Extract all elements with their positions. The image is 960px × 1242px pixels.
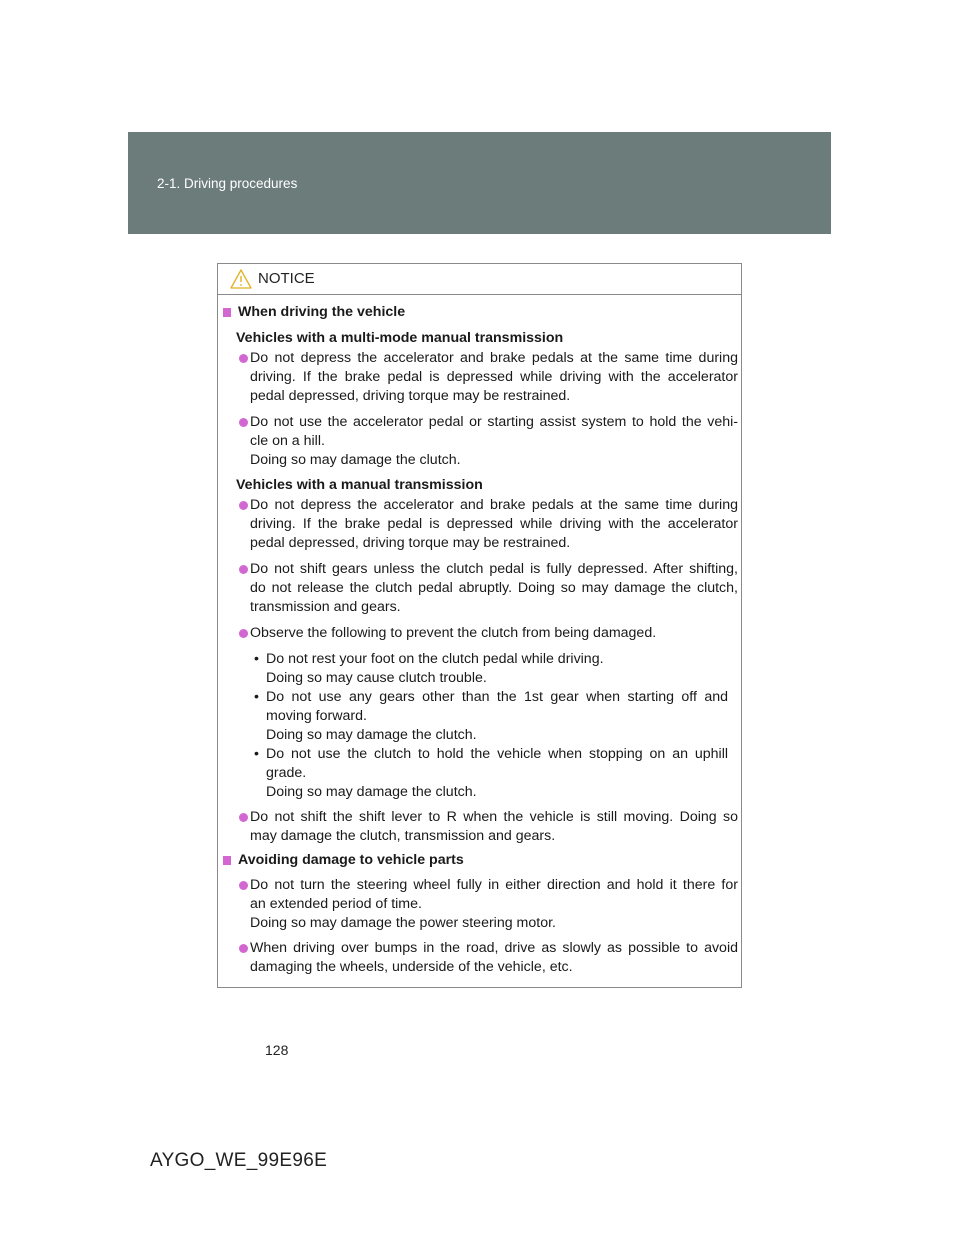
text-line: an extended period of time.	[250, 896, 422, 912]
text-line: Do not use any gears other than the 1st gear when starting off and	[266, 689, 728, 705]
text-line: grade.	[266, 765, 307, 781]
text-line: Doing so may damage the power steering motor.	[250, 915, 556, 931]
warning-icon	[230, 269, 252, 289]
text-line: Do not use the accelerator pedal or starting assist system to hold the vehi-	[250, 414, 738, 430]
text-line: Do not rest your foot on the clutch pedal while driving.	[266, 651, 604, 667]
text-line: pedal depressed, driving torque may be restrained.	[250, 535, 571, 551]
text-line: driving. If the brake pedal is depressed while driving with the accelerator	[250, 369, 738, 385]
text-line: do not release the clutch pedal abruptly. Doing so may damage the clutch,	[250, 580, 738, 596]
text-line: Doing so may damage the clutch.	[266, 784, 477, 800]
text-line: Do not use the clutch to hold the vehicle when stopping on an uphill	[266, 746, 728, 762]
text-line: Doing so may damage the clutch.	[266, 727, 477, 743]
notice-title: NOTICE	[258, 270, 315, 287]
text-line: moving forward.	[266, 708, 367, 724]
section-square-bullet	[223, 856, 231, 865]
bullet-dot	[239, 354, 248, 363]
document-code: AYGO_WE_99E96E	[150, 1150, 328, 1171]
bullet-dot	[239, 565, 248, 574]
text-line: driving. If the brake pedal is depressed while driving with the accelerator	[250, 516, 738, 532]
notice-header	[218, 264, 741, 295]
bullet-dot	[239, 813, 248, 822]
bullet-dot	[239, 629, 248, 638]
text-line: Do not depress the accelerator and brake pedals at the same time during	[250, 497, 738, 513]
text-line: Do not depress the accelerator and brake pedals at the same time during	[250, 350, 738, 366]
text-line: pedal depressed, driving torque may be restrained.	[250, 388, 571, 404]
text-line: Doing so may damage the clutch.	[250, 452, 461, 468]
text-line: Do not shift gears unless the clutch pedal is fully depressed. After shifting,	[250, 561, 738, 577]
section-square-bullet	[223, 308, 231, 317]
text-line: Do not turn the steering wheel fully in either direction and hold it there for	[250, 877, 738, 893]
text-line: Observe the following to prevent the clutch from being damaged.	[250, 625, 657, 641]
text-line: Do not shift the shift lever to R when the vehicle is still moving. Doing so	[250, 809, 738, 825]
text-line: transmission and gears.	[250, 599, 401, 615]
text-line: Doing so may cause clutch trouble.	[266, 670, 487, 686]
dash-bullet: •	[254, 746, 259, 762]
dash-bullet: •	[254, 689, 259, 705]
subheading: Vehicles with a manual transmission	[236, 477, 483, 493]
text-line: cle on a hill.	[250, 433, 325, 449]
text-line: When driving over bumps in the road, drive as slowly as possible to avoid	[250, 940, 738, 956]
section-title: 2-1. Driving procedures	[157, 176, 298, 191]
bullet-dot	[239, 944, 248, 953]
subheading: Vehicles with a multi-mode manual transmission	[236, 330, 564, 346]
bullet-dot	[239, 418, 248, 427]
dash-bullet: •	[254, 651, 259, 667]
section-heading: When driving the vehicle	[238, 304, 406, 320]
text-line: damaging the wheels, underside of the vehicle, etc.	[250, 959, 573, 975]
bullet-dot	[239, 881, 248, 890]
notice-box	[217, 263, 742, 988]
page-number: 128	[265, 1042, 289, 1058]
text-line: may damage the clutch, transmission and gears.	[250, 828, 556, 844]
section-heading: Avoiding damage to vehicle parts	[238, 852, 464, 868]
bullet-dot	[239, 501, 248, 510]
